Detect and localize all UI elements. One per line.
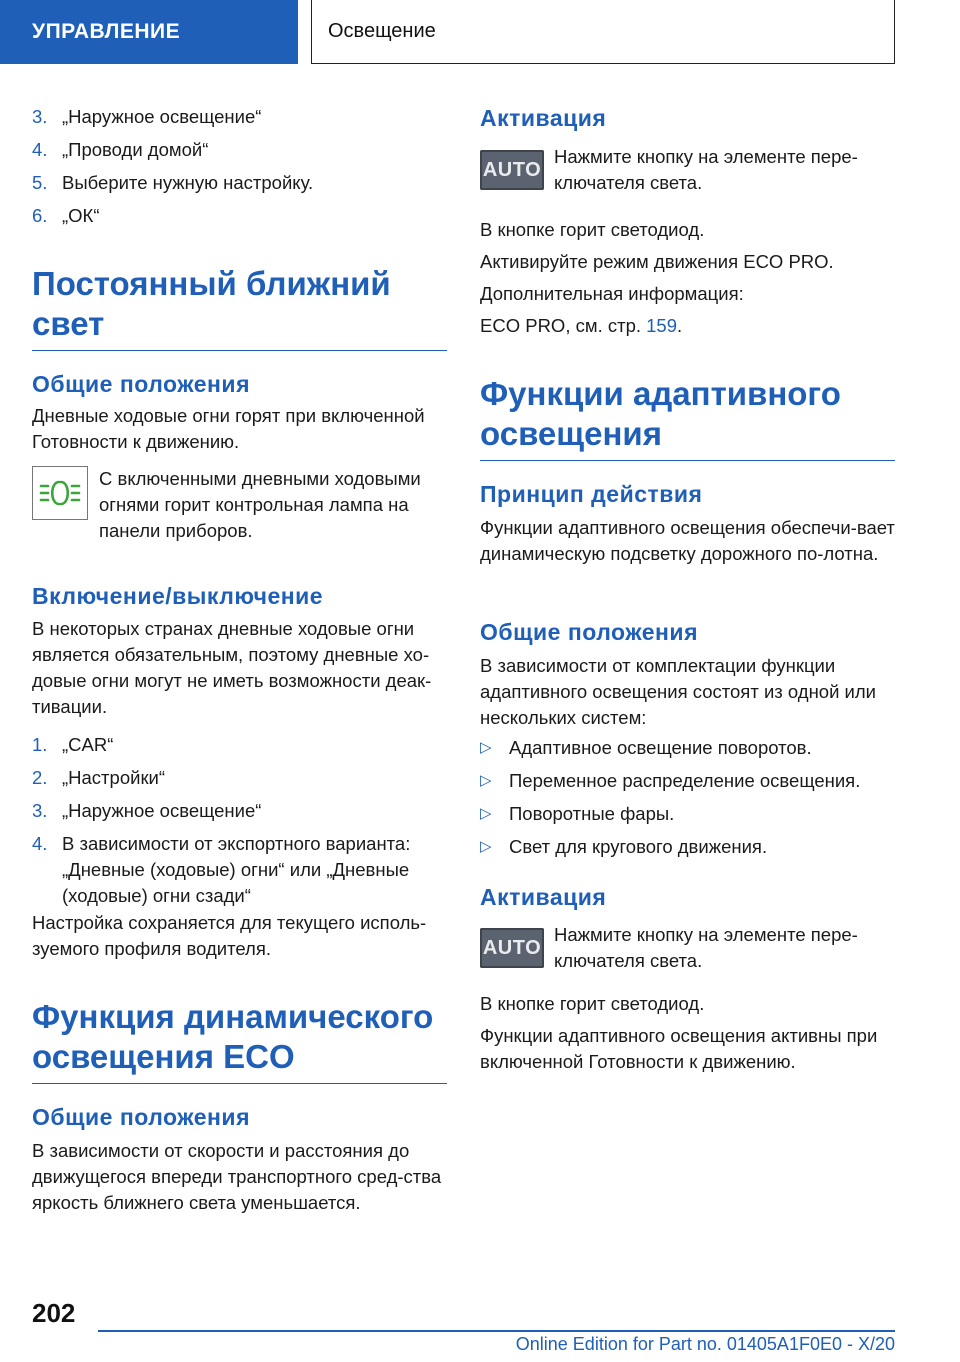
- page-number: 202: [32, 1298, 76, 1328]
- list-item: 3. „Наружное освещение“: [32, 800, 262, 821]
- list-item: 6. „ОК“: [32, 205, 100, 226]
- paragraph-eco-mode: Активируйте режим движения ECO PRO.: [480, 251, 834, 272]
- heading-activation-1: Активация: [480, 105, 607, 131]
- list-item: ▷ Свет для кругового движения.: [480, 834, 895, 860]
- list-item: 3. „Наружное освещение“: [32, 106, 262, 127]
- chapter-title: Освещение: [311, 0, 895, 64]
- list-item: 2. „Настройки“: [32, 767, 166, 788]
- heading-on-off: Включение/выключение: [32, 583, 324, 609]
- paragraph-on-off: В некоторых странах дневные ходовые огни является обязательным, поэтому дневные хо-довые огни могут не иметь возможности деак-тивации.: [32, 618, 432, 717]
- paragraph-reference: ECO PRO, см. стр. 159.: [480, 315, 683, 336]
- paragraph-saved: Настройка сохраняется для текущего исполь-зуемого профиля водителя.: [32, 912, 427, 959]
- list-item: 5. Выберите нужную настройку.: [32, 172, 314, 193]
- heading-general-1: Общие положения: [32, 371, 250, 397]
- paragraph-active: Функции адаптивного освещения активны при включенной Готовности к движению.: [480, 1025, 878, 1072]
- footer-divider: [98, 1330, 895, 1332]
- list-item: ▷ Адаптивное освещение поворотов.: [480, 735, 895, 761]
- triangle-bullet-icon: ▷: [480, 772, 492, 789]
- paragraph-led-1: В кнопке горит светодиод.: [480, 219, 705, 240]
- heading-activation-2: Активация: [480, 884, 607, 910]
- auto-button-icon: AUTO: [480, 150, 544, 190]
- page-reference-link[interactable]: 159: [646, 315, 678, 336]
- list-item: 4. В зависимости от экспортного варианта: „Дневные (ходовые) огни“ или „Дневные (ходовые) огни сзади“: [32, 833, 411, 906]
- list-item: 4. „Проводи домой“: [32, 139, 209, 160]
- activation-note-1: [480, 144, 895, 196]
- triangle-bullet-icon: ▷: [480, 739, 492, 756]
- footer-edition: Online Edition for Part no. 01405A1F0E0 - X/20: [515, 1334, 895, 1354]
- activation-note-2: [480, 922, 895, 974]
- triangle-bullet-icon: ▷: [480, 805, 492, 822]
- activation-text-2: Нажмите кнопку на элементе пере-ключателя света.: [554, 924, 858, 971]
- paragraph-general-1: Дневные ходовые огни горят при включенной Готовности к движению.: [32, 405, 425, 452]
- list-item: 1. „CAR“: [32, 734, 114, 755]
- drl-note: [32, 466, 447, 544]
- adaptive-systems-list: [480, 735, 895, 860]
- drl-note-text: С включенными дневными ходовыми огнями горит контрольная лампа на панели приборов.: [99, 468, 421, 541]
- daytime-running-light-icon: [32, 466, 88, 520]
- heading-principle: Принцип действия: [480, 481, 703, 507]
- auto-button-icon: AUTO: [480, 928, 544, 968]
- heading-low-beam: Постоянный ближний свет: [32, 264, 447, 351]
- activation-text-1: Нажмите кнопку на элементе пере-ключателя света.: [554, 146, 858, 193]
- triangle-bullet-icon: ▷: [480, 838, 492, 855]
- heading-general-3: Общие положения: [480, 619, 698, 645]
- paragraph-more-info: Дополнительная информация:: [480, 283, 744, 304]
- heading-general-2: Общие положения: [32, 1104, 250, 1130]
- list-item: ▷ Переменное распределение освещения.: [480, 768, 895, 794]
- section-tab: УПРАВЛЕНИЕ: [0, 0, 298, 64]
- paragraph-led-2: В кнопке горит светодиод.: [480, 993, 705, 1014]
- list-item: ▷ Поворотные фары.: [480, 801, 895, 827]
- steps-list-top: [32, 104, 447, 229]
- paragraph-general-2: В зависимости от скорости и расстояния до движущегося впереди транспортного сред-ства яркость ближнего света уменьшается.: [32, 1140, 442, 1213]
- steps-list-on-off: [32, 732, 447, 909]
- paragraph-general-3: В зависимости от комплектации функции адаптивного освещения состоят из одной или нескольких систем:: [480, 655, 877, 728]
- paragraph-principle: Функции адаптивного освещения обеспечи-вает динамическую подсветку дорожного по-лотна.: [480, 517, 895, 564]
- heading-eco: Функция динамического освещения ECO: [32, 997, 447, 1084]
- heading-adaptive: Функции адаптивного освещения: [480, 374, 895, 461]
